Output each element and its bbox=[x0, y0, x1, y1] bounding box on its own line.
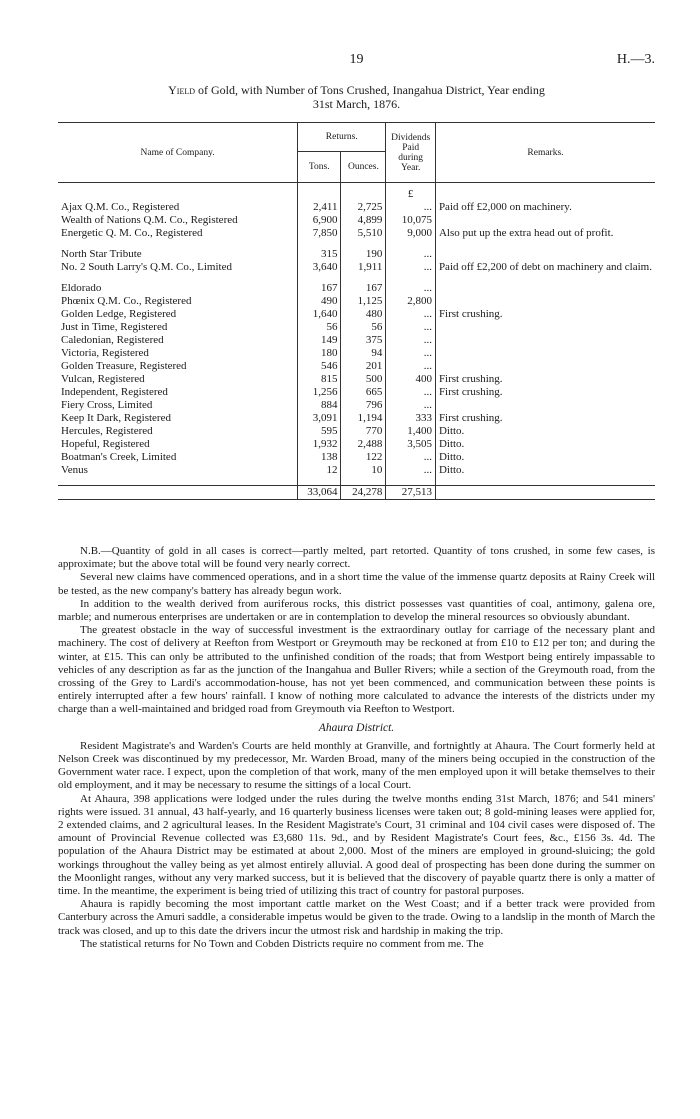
remarks-cell bbox=[435, 214, 655, 227]
company-name: Wealth of Nations Q.M. Co., Registered bbox=[61, 214, 238, 226]
company-name: Ajax Q.M. Co., Registered bbox=[61, 201, 180, 213]
ounces-cell: 480 bbox=[341, 308, 386, 321]
section-heading: Ahaura District. bbox=[318, 721, 395, 734]
tons-cell: 1,932 bbox=[298, 438, 341, 451]
remarks-cell: First crushing. bbox=[435, 386, 655, 399]
tons-cell: 12 bbox=[298, 464, 341, 477]
company-name: Energetic Q. M. Co., Registered bbox=[61, 227, 203, 239]
ounces-cell: 5,510 bbox=[341, 227, 386, 240]
col-header-remarks: Remarks. bbox=[435, 123, 655, 183]
table-row bbox=[58, 334, 655, 347]
dividends-cell: 1,400 bbox=[386, 425, 436, 438]
spacer-cell bbox=[58, 274, 298, 282]
dividends-cell: 9,000 bbox=[386, 227, 436, 240]
table-row bbox=[58, 438, 655, 451]
title-rest: of Gold, with Number of Tons Crushed, Inangahua District, Year ending bbox=[195, 83, 545, 97]
remarks-cell bbox=[435, 347, 655, 360]
tons-cell: 1,640 bbox=[298, 308, 341, 321]
remarks-cell bbox=[435, 295, 655, 308]
company-name: Independent, Registered bbox=[61, 386, 168, 398]
tons-cell: 56 bbox=[298, 321, 341, 334]
spacer-cell bbox=[58, 240, 298, 248]
dividends-cell: 333 bbox=[386, 412, 436, 425]
remarks-cell: Ditto. bbox=[435, 464, 655, 477]
row-spacer bbox=[58, 274, 655, 282]
table-row bbox=[58, 464, 655, 477]
ounces-cell: 201 bbox=[341, 360, 386, 373]
row-spacer bbox=[58, 477, 655, 486]
ounces-cell: 665 bbox=[341, 386, 386, 399]
table-row bbox=[58, 227, 655, 240]
body-text bbox=[58, 545, 655, 951]
ounces-cell: 2,488 bbox=[341, 438, 386, 451]
paragraph: The greatest obstacle in the way of successful investment is the extraordinary outlay for carriage of the necessary plant and machinery. The cost of delivery at Reefton from Westport or Greymouth may be reckoned at from £10 to £12 per ton; and during the winter, at £15. This can only be attributed to the unfinished condition of the roads; that from Westport being entirely impassable to vehicles of any description as far as the junction of the Inangahua and Buller Rivers; while a section of the Greymouth road, from the crossing of the Grey to Lardi's accommodation-house, has not yet been commenced, and communication between these points is entirely interrupted after a few hours' rainfall. I know of nothing more calculated to advance the interests of the districts under my charge than a well-maintained and bridged road from Greymouth via Reefton to Westport. bbox=[58, 624, 655, 716]
spacer-cell bbox=[386, 240, 436, 248]
dividends-cell: ... bbox=[386, 201, 436, 214]
tons-cell: 7,850 bbox=[298, 227, 341, 240]
remarks-cell bbox=[435, 248, 655, 261]
remarks-cell: Ditto. bbox=[435, 425, 655, 438]
dividends-cell: 2,800 bbox=[386, 295, 436, 308]
table-row bbox=[58, 386, 655, 399]
dividends-cell: ... bbox=[386, 360, 436, 373]
remarks-cell: Paid off £2,200 of debt on machinery and claim. bbox=[435, 261, 655, 274]
ounces-cell: 770 bbox=[341, 425, 386, 438]
table-row bbox=[58, 248, 655, 261]
company-name: Golden Treasure, Registered bbox=[61, 360, 187, 372]
spacer-cell bbox=[298, 240, 341, 248]
ounces-cell: 500 bbox=[341, 373, 386, 386]
total-tons: 33,064 bbox=[298, 486, 341, 500]
spacer-cell bbox=[341, 183, 386, 202]
ounces-cell: 56 bbox=[341, 321, 386, 334]
remarks-cell: Paid off £2,000 on machinery. bbox=[435, 201, 655, 214]
title-line2: 31st March, 1876. bbox=[312, 97, 401, 111]
tons-cell: 815 bbox=[298, 373, 341, 386]
tons-cell: 315 bbox=[298, 248, 341, 261]
paragraph: N.B.—Quantity of gold in all cases is correct—partly melted, part retorted. Quantity of tons crushed, in some few cases, is approximate; but the above total will be found very nearly correct. bbox=[58, 545, 655, 571]
ounces-cell: 1,125 bbox=[341, 295, 386, 308]
ounces-cell: 167 bbox=[341, 282, 386, 295]
dividends-cell: 3,505 bbox=[386, 438, 436, 451]
company-name: Victoria, Registered bbox=[61, 347, 149, 359]
dividends-cell: ... bbox=[386, 282, 436, 295]
table-row bbox=[58, 373, 655, 386]
table-row bbox=[58, 214, 655, 227]
paragraph: Resident Magistrate's and Warden's Courts are held monthly at Granville, and fortnightly at Ahaura. The Court formerly held at Nelson Creek was discontinued by my predecessor, Mr. Warden Broad, many of the miners being occupied in the construction of the Government water race. I expect, upon the completion of that work, many of the men employed upon it will betake themselves to their old employment, and it may be necessary to resume the sittings of a local Court. bbox=[58, 739, 655, 792]
col-header-ounces: Ounces. bbox=[341, 152, 386, 183]
table-row bbox=[58, 451, 655, 464]
spacer-cell bbox=[435, 240, 655, 248]
ounces-cell: 375 bbox=[341, 334, 386, 347]
paragraph: Ahaura is rapidly becoming the most important cattle market on the West Coast; and if a better track were provided from Canterbury across the Amuri saddle, a considerable impetus would be given to the trade. Owing to a landslip in the month of March the track was closed, and up to this date the drivers incur the utmost risk and hardship in making the trip. bbox=[58, 898, 655, 937]
total-dividends: 27,513 bbox=[386, 486, 436, 500]
remarks-cell bbox=[435, 334, 655, 347]
remarks-cell: First crushing. bbox=[435, 308, 655, 321]
ounces-cell: 190 bbox=[341, 248, 386, 261]
tons-cell: 2,411 bbox=[298, 201, 341, 214]
total-ounces: 24,278 bbox=[341, 486, 386, 500]
company-name: Just in Time, Registered bbox=[61, 321, 168, 333]
dividends-cell: ... bbox=[386, 261, 436, 274]
company-name: Keep It Dark, Registered bbox=[61, 412, 171, 424]
remarks-cell: Ditto. bbox=[435, 451, 655, 464]
tons-cell: 167 bbox=[298, 282, 341, 295]
currency-symbol: £ bbox=[386, 183, 436, 202]
document-reference: H.—3. bbox=[616, 52, 655, 67]
page-number: 19 bbox=[349, 52, 364, 67]
tons-cell: 6,900 bbox=[298, 214, 341, 227]
remarks-cell bbox=[435, 321, 655, 334]
tons-cell: 138 bbox=[298, 451, 341, 464]
ounces-cell: 10 bbox=[341, 464, 386, 477]
tons-cell: 3,091 bbox=[298, 412, 341, 425]
dividends-cell: ... bbox=[386, 321, 436, 334]
remarks-cell bbox=[435, 399, 655, 412]
dividends-cell: ... bbox=[386, 308, 436, 321]
total-remarks-cell bbox=[435, 486, 655, 500]
remarks-cell: Ditto. bbox=[435, 438, 655, 451]
tons-cell: 884 bbox=[298, 399, 341, 412]
dividends-cell: ... bbox=[386, 248, 436, 261]
company-name: Hercules, Registered bbox=[61, 425, 153, 437]
table-row bbox=[58, 201, 655, 214]
company-name: Phœnix Q.M. Co., Registered bbox=[61, 295, 192, 307]
spacer-cell bbox=[341, 477, 386, 486]
tons-cell: 149 bbox=[298, 334, 341, 347]
company-name: Venus bbox=[61, 464, 88, 476]
spacer-cell bbox=[58, 183, 298, 202]
spacer-cell bbox=[298, 183, 341, 202]
tons-cell: 546 bbox=[298, 360, 341, 373]
table-row bbox=[58, 308, 655, 321]
dividends-cell: 400 bbox=[386, 373, 436, 386]
spacer-cell bbox=[341, 274, 386, 282]
ounces-cell: 94 bbox=[341, 347, 386, 360]
spacer-cell bbox=[298, 274, 341, 282]
remarks-cell: First crushing. bbox=[435, 373, 655, 386]
tons-cell: 595 bbox=[298, 425, 341, 438]
tons-cell: 180 bbox=[298, 347, 341, 360]
table-row bbox=[58, 347, 655, 360]
spacer-cell bbox=[298, 477, 341, 486]
spacer-cell bbox=[341, 240, 386, 248]
yield-table bbox=[58, 122, 655, 500]
remarks-cell bbox=[435, 282, 655, 295]
spacer-cell bbox=[435, 477, 655, 486]
company-name: North Star Tribute bbox=[61, 248, 142, 260]
dividends-cell: ... bbox=[386, 399, 436, 412]
total-label-cell bbox=[58, 486, 298, 500]
table-title bbox=[58, 83, 655, 111]
col-header-returns: Returns. bbox=[298, 123, 386, 152]
company-name: Eldorado bbox=[61, 282, 102, 294]
ounces-cell: 1,194 bbox=[341, 412, 386, 425]
row-spacer bbox=[58, 240, 655, 248]
remarks-cell bbox=[435, 360, 655, 373]
paragraph: At Ahaura, 398 applications were lodged under the rules during the twelve months ending 31st March, 1876; and 541 miners' rights were issued. 31 annual, 43 half-yearly, and 16 quarterly business licenses were taken out; 8 gold-mining leases were applied for, 2 extended claims, and 2 agricultural leases. In the Resident Magistrate's Court, 31 criminal and 104 civil cases were disposed of. The amount of Provincial Revenue collected was £3,680 11s. 9d., and by Resident Magistrate's Court fees, &c., £156 3s. 4d. The population of the Ahaura District may be estimated at about 2,000. Most of the miners are employed in ground-sluicing; the gold workings throughout the valley being as yet almost entirely alluvial. A good deal of prospecting has been done during the summer on the Moonlight ranges, without any very marked success, but it is believed that the discovery of payable quartz there is only a matter of time. In the meantime, the experiment is being tried of utilizing this tract of country for pastoral purposes. bbox=[58, 792, 655, 898]
spacer-cell bbox=[435, 183, 655, 202]
table-row bbox=[58, 425, 655, 438]
col-header-name: Name of Company. bbox=[58, 123, 298, 183]
title-lead: Yield bbox=[168, 83, 195, 97]
ounces-cell: 4,899 bbox=[341, 214, 386, 227]
dividends-cell: ... bbox=[386, 334, 436, 347]
remarks-cell: Also put up the extra head out of profit. bbox=[435, 227, 655, 240]
spacer-cell bbox=[58, 477, 298, 486]
table-row bbox=[58, 412, 655, 425]
ounces-cell: 2,725 bbox=[341, 201, 386, 214]
remarks-cell: First crushing. bbox=[435, 412, 655, 425]
page-header bbox=[58, 52, 655, 72]
paragraph: Several new claims have commenced operations, and in a short time the value of the immense quartz deposits at Rainy Creek will be tested, as the new company's battery has already begun work. bbox=[58, 571, 655, 597]
company-name: Hopeful, Registered bbox=[61, 438, 150, 450]
spacer-cell bbox=[386, 477, 436, 486]
tons-cell: 490 bbox=[298, 295, 341, 308]
company-name: No. 2 South Larry's Q.M. Co., Limited bbox=[61, 261, 232, 273]
table-row bbox=[58, 399, 655, 412]
ounces-cell: 796 bbox=[341, 399, 386, 412]
table-row bbox=[58, 282, 655, 295]
spacer-cell bbox=[435, 274, 655, 282]
dividends-cell: ... bbox=[386, 464, 436, 477]
col-header-dividends: Dividends Paid during Year. bbox=[386, 123, 436, 183]
company-name: Boatman's Creek, Limited bbox=[61, 451, 177, 463]
ounces-cell: 122 bbox=[341, 451, 386, 464]
dividends-cell: ... bbox=[386, 386, 436, 399]
company-name: Golden Ledge, Registered bbox=[61, 308, 177, 320]
company-name: Vulcan, Registered bbox=[61, 373, 145, 385]
table-row bbox=[58, 360, 655, 373]
tons-cell: 3,640 bbox=[298, 261, 341, 274]
table-row bbox=[58, 295, 655, 308]
table-row bbox=[58, 321, 655, 334]
paragraph: In addition to the wealth derived from auriferous rocks, this district possesses vast quantities of coal, antimony, galena ore, marble; and numerous enterprises are undertaken or are in contemplation to develop the mineral resources so obviously abundant. bbox=[58, 597, 655, 624]
spacer-cell bbox=[386, 274, 436, 282]
tons-cell: 1,256 bbox=[298, 386, 341, 399]
company-name: Caledonian, Registered bbox=[61, 334, 164, 346]
table-body bbox=[58, 183, 655, 486]
ounces-cell: 1,911 bbox=[341, 261, 386, 274]
table-row bbox=[58, 261, 655, 274]
dividends-cell: 10,075 bbox=[386, 214, 436, 227]
dividends-cell: ... bbox=[386, 347, 436, 360]
col-header-tons: Tons. bbox=[298, 152, 341, 183]
paragraph: The statistical returns for No Town and Cobden Districts require no comment from me. The bbox=[80, 937, 484, 950]
company-name: Fiery Cross, Limited bbox=[61, 399, 153, 411]
dividends-cell: ... bbox=[386, 451, 436, 464]
